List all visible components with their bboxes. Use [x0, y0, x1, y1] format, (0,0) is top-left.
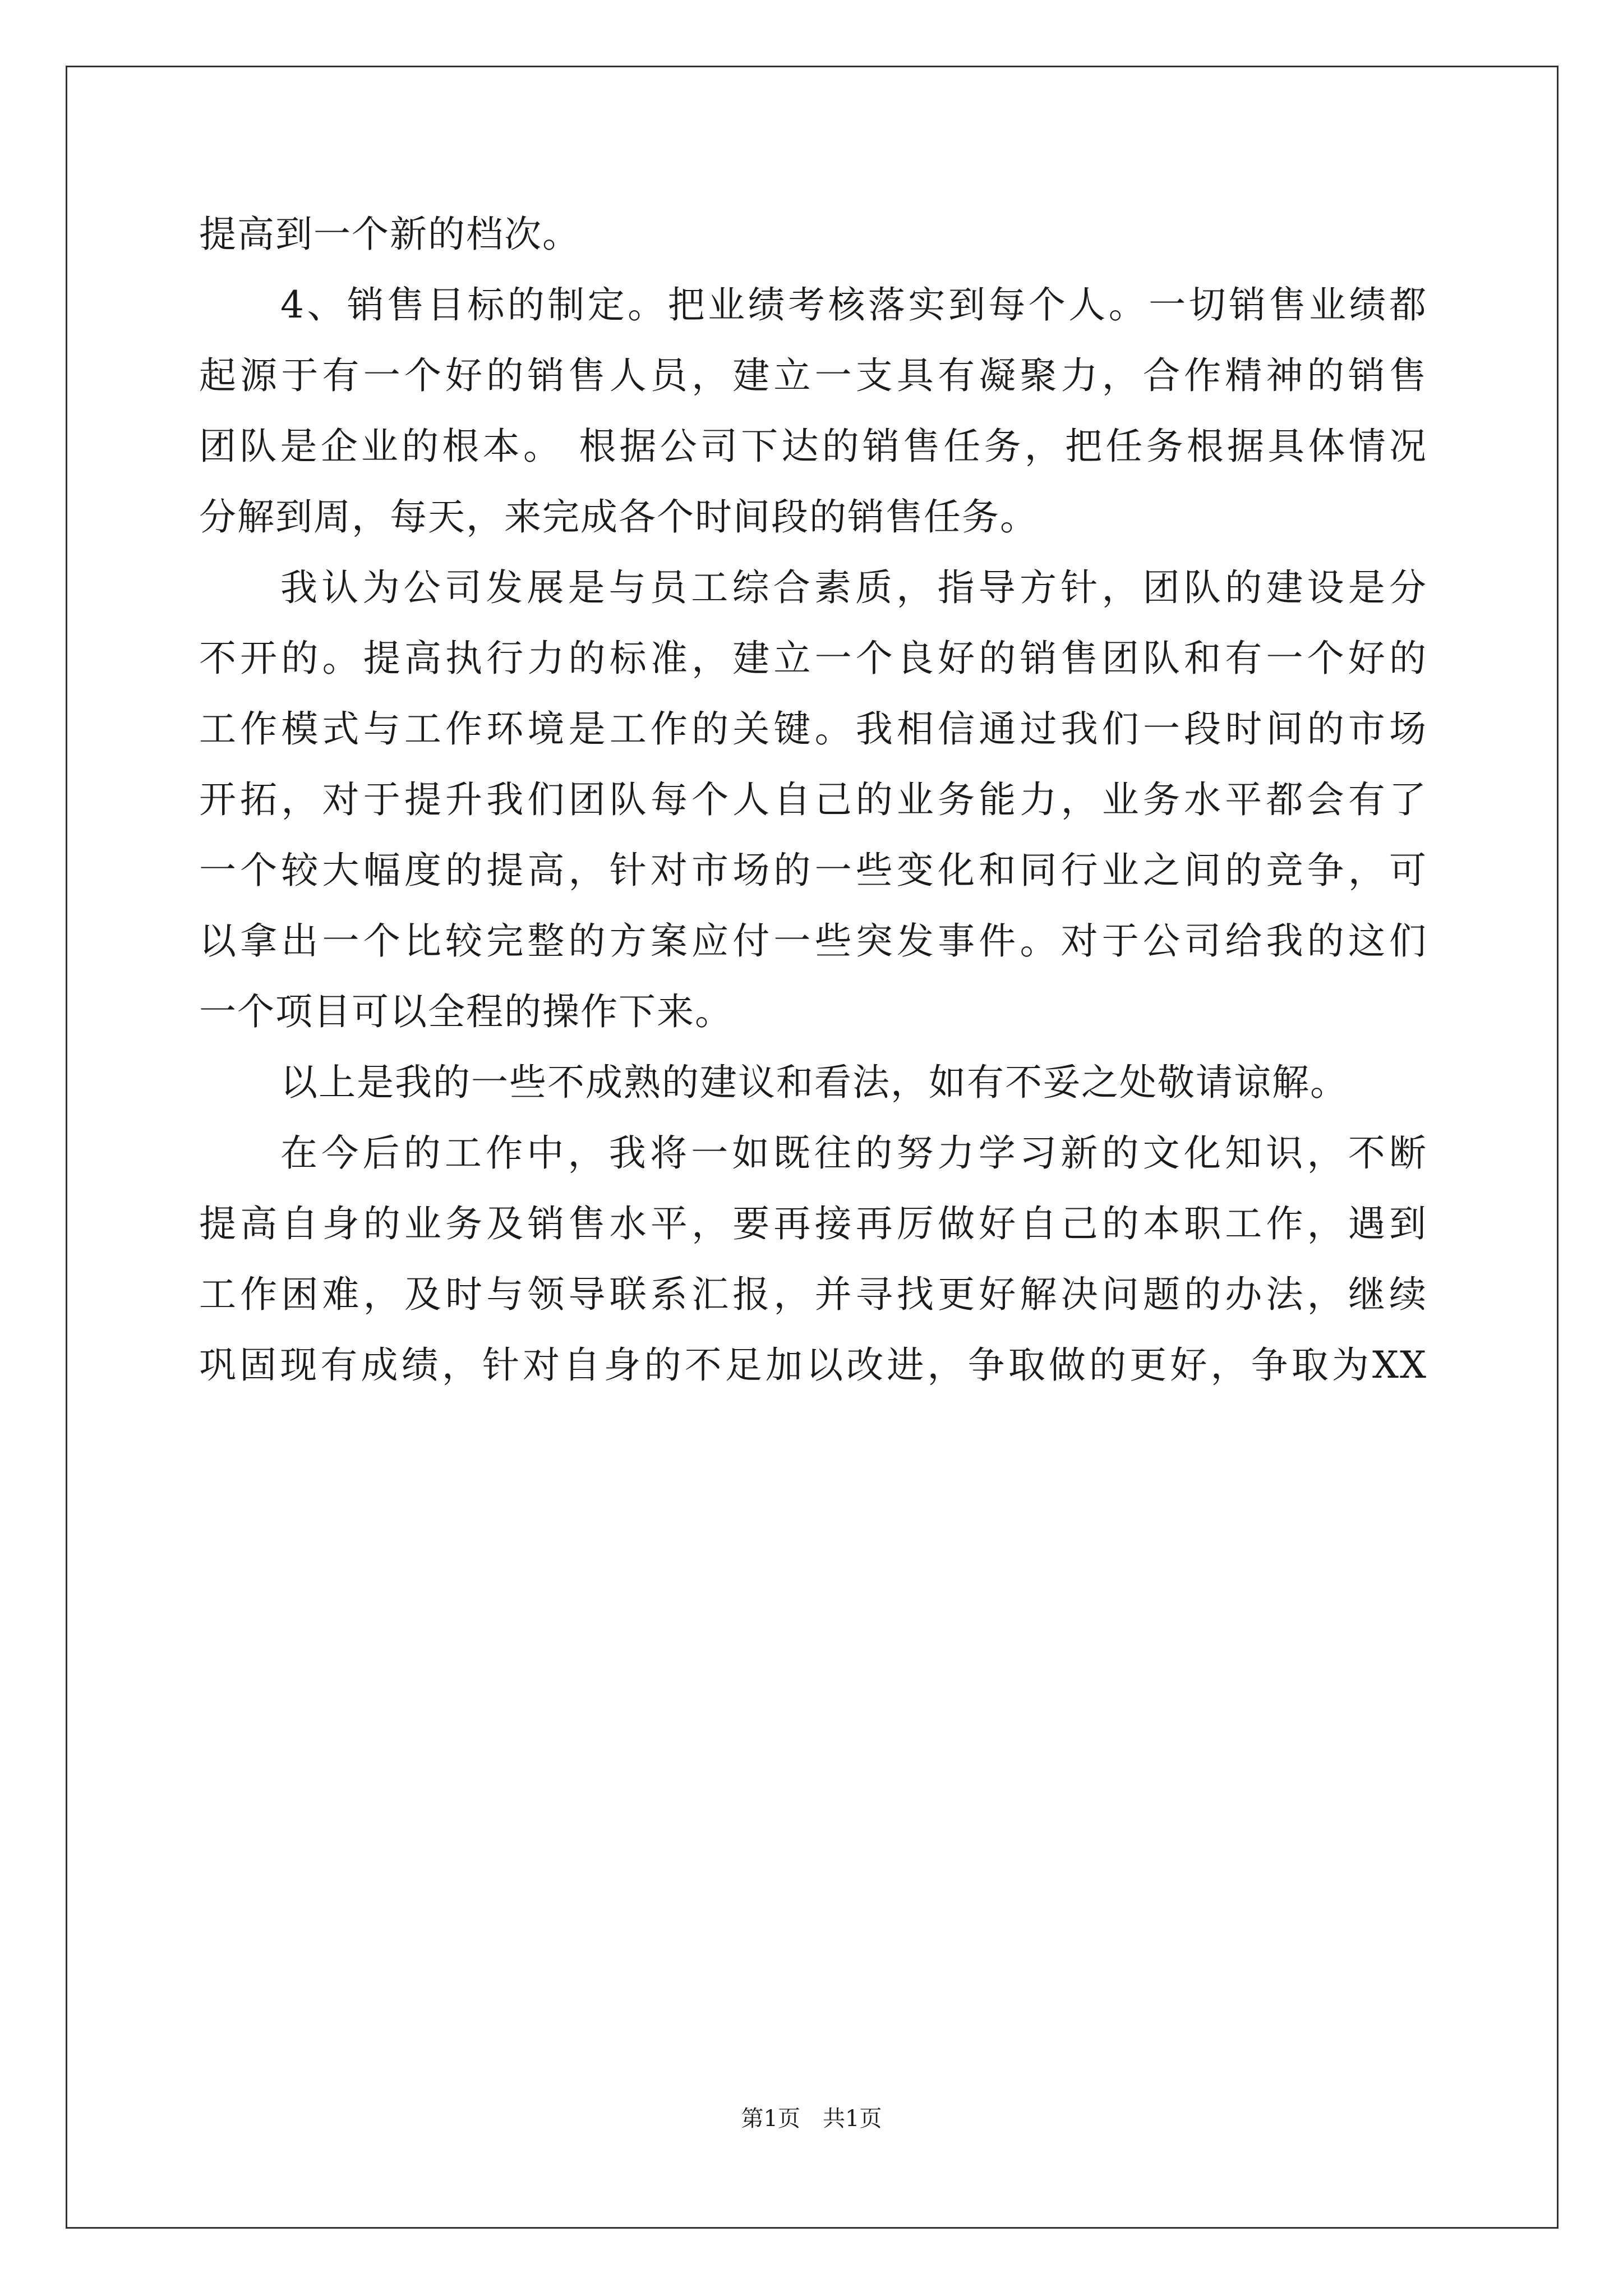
- text-line: 提高自身的业务及销售水平，要再接再厉做好自己的本职工作，遇到: [199, 1202, 1427, 1245]
- text-line: 巩固现有成绩，针对自身的不足加以改进，争取做的更好，争取为XX: [199, 1343, 1427, 1387]
- text-line: 4、销售目标的制定。把业绩考核落实到每个人。一切销售业绩都: [280, 283, 1427, 326]
- text-line: 我认为公司发展是与员工综合素质，指导方针，团队的建设是分: [280, 566, 1427, 609]
- text-line: 工作模式与工作环境是工作的关键。我相信通过我们一段时间的市场: [199, 707, 1427, 751]
- text-line: 分解到周，每天，来完成各个时间段的销售任务。: [199, 495, 1038, 539]
- text-line: 开拓，对于提升我们团队每个人自己的业务能力，业务水平都会有了: [199, 778, 1427, 821]
- text-line: 一个较大幅度的提高，针对市场的一些变化和同行业之间的竞争，可: [199, 849, 1427, 892]
- text-line: 提高到一个新的档次。: [199, 213, 580, 256]
- text-line: 起源于有一个好的销售人员，建立一支具有凝聚力，合作精神的销售: [199, 354, 1427, 397]
- text-line: 以拿出一个比较完整的方案应付一些突发事件。对于公司给我的这们: [199, 919, 1427, 963]
- text-line: 不开的。提高执行力的标准，建立一个良好的销售团队和有一个好的: [199, 637, 1427, 680]
- text-line: 在今后的工作中，我将一如既往的努力学习新的文化知识，不断: [280, 1131, 1427, 1175]
- document-body: [199, 199, 1427, 1401]
- page-footer: 第1页 共1页: [741, 2106, 882, 2132]
- text-line: 团队是企业的根本。 根据公司下达的销售任务，把任务根据具体情况: [199, 425, 1427, 468]
- text-line: 以上是我的一些不成熟的建议和看法，如有不妥之处敬请谅解。: [280, 1061, 1348, 1104]
- text-line: 工作困难，及时与领导联系汇报，并寻找更好解决问题的办法，继续: [199, 1273, 1427, 1316]
- text-line: 一个项目可以全程的操作下来。: [199, 990, 733, 1033]
